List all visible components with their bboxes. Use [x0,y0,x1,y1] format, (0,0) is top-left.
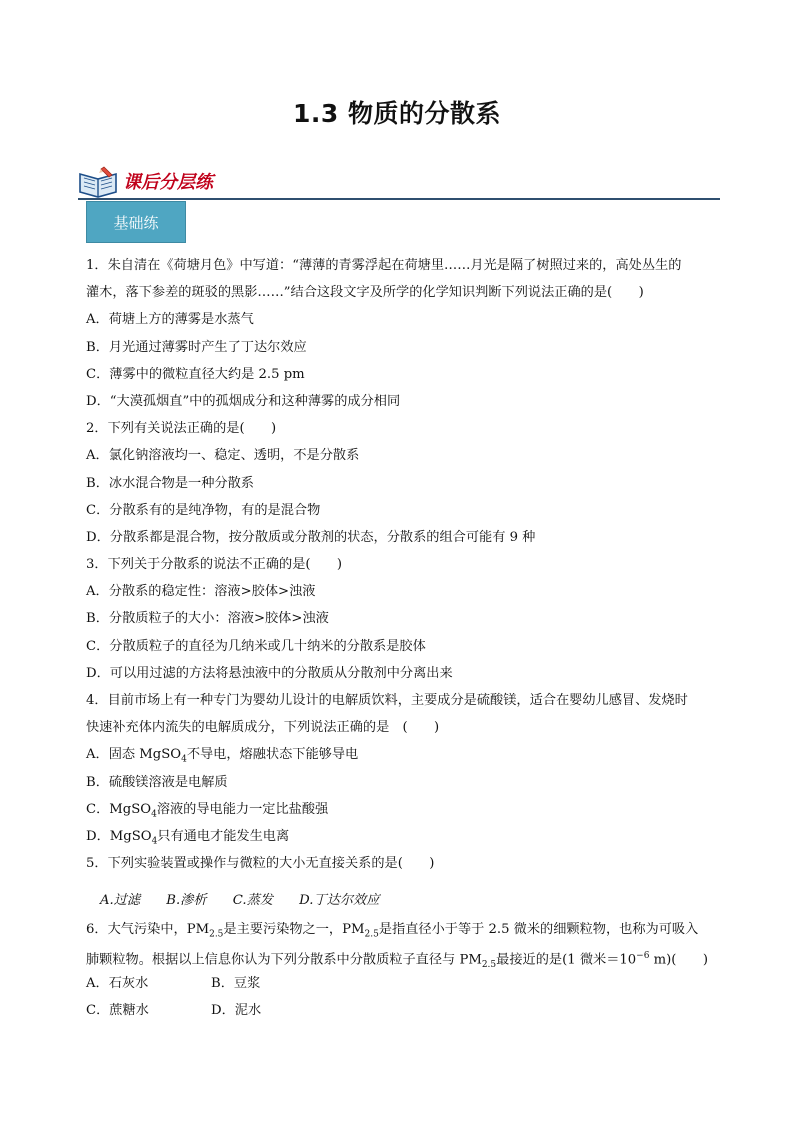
q3-option-a: A．分散系的稳定性：溶液>胶体>浊液 [86,584,316,600]
q6-text: 6．大气污染中，PM [86,921,210,937]
q4-option-c [86,796,722,823]
q6-options-row1 [86,970,722,997]
q4-c-subscript: 4 [151,809,157,820]
q1-option-c: C．薄雾中的微粒直径大约是 2.5 pm [86,366,305,382]
q4-a-text-tail: 不导电，熔融状态下能够导电 [186,747,359,763]
q6-text: 是指直径小于等于 2.5 微米的细颗粒物，也称为可吸入 [378,921,699,937]
q6-subscript: 2.5 [364,929,379,940]
q4-option-d [86,823,722,850]
q5-option-d: D.丁达尔效应 [299,893,380,909]
question-list [86,252,722,1024]
q4-a-subscript: 4 [181,755,187,766]
section-divider [78,198,720,200]
q4-stem-line1: 4．目前市场上有一种专门为婴幼儿设计的电解质饮料，主要成分是硫酸镁，适合在婴幼儿感冒、发烧时 [86,693,688,708]
q2-option-b: B．冰水混合物是一种分散系 [86,475,254,491]
book-icon [78,164,118,200]
q6-option-d: D．泥水 [211,1003,262,1019]
q1-stem-line2: 灌木，落下参差的斑驳的黑影……”结合这段文字及所学的化学知识判断下列说法正确的是( ) [86,285,644,301]
q4-d-text: D．MgSO [86,828,152,844]
q3-option-b: B．分散质粒子的大小：溶液>胶体>浊液 [86,611,329,627]
section-label: 课后分层练 [123,172,213,193]
q6-superscript: −6 [636,950,650,961]
q3-option-c: C．分散质粒子的直径为几纳米或几十纳米的分散系是胶体 [86,638,426,654]
q3-stem: 3．下列关于分散系的说法不正确的是( ) [86,557,343,573]
page-title: 1.3 物质的分散系 [293,99,501,128]
q6-option-b: B．豆浆 [211,975,261,991]
q2-option-a: A．氯化钠溶液均一、稳定、透明，不是分散系 [86,448,360,464]
q5-option-c: C.蒸发 [232,893,273,909]
q4-stem-line2: 快速补充体内流失的电解质成分，下列说法正确的是 ( ) [86,720,440,736]
q2-option-d: D．分散系都是混合物，按分散质或分散剂的状态，分散系的组合可能有 9 种 [86,529,536,545]
q4-d-text-tail: 只有通电才能发生电离 [157,828,290,844]
q6-stem-line2 [86,943,722,970]
q6-subscript: 2.5 [209,929,224,940]
q6-option-c: C．蔗糖水 [86,1003,149,1019]
q5-option-a: A.过滤 [100,893,141,909]
q6-text: 肺颗粒物。根据以上信息你认为下列分散系中分散质粒子直径与 PM [86,952,482,968]
q4-d-subscript: 4 [151,836,158,847]
q6-subscript: 2.5 [481,959,497,970]
q5-stem: 5．下列实验装置或操作与微粒的大小无直接关系的是( ) [86,856,435,872]
q1-option-a: A．荷塘上方的薄雾是水蒸气 [86,312,254,328]
q4-c-text: C．MgSO [86,801,152,817]
q2-stem: 2．下列有关说法正确的是( ) [86,421,277,437]
q5-option-b: B.渗析 [166,893,207,909]
q4-a-text: A．固态 MgSO [86,747,182,763]
section-header [78,160,720,202]
q1-option-d: D．“大漠孤烟直”中的孤烟成分和这种薄雾的成分相同 [86,393,401,409]
q5-options [86,887,722,914]
q4-option-a [86,741,722,768]
q6-text: m)( ) [649,952,708,968]
q6-option-a: A．石灰水 [86,975,149,991]
q6-stem-line1 [86,916,722,943]
q1-option-b: B．月光通过薄雾时产生了丁达尔效应 [86,339,307,355]
q6-text: 是主要污染物之一，PM [223,921,365,937]
q6-text: 最接近的是(1 微米＝10 [496,952,637,968]
q1-stem-line1: 1．朱自清在《荷塘月色》中写道：“薄薄的青雾浮起在荷塘里……月光是隔了树照过来的，高处丛生的 [86,258,682,273]
q4-option-b: B．硫酸镁溶液是电解质 [86,774,228,790]
q6-options-row2 [86,997,722,1024]
level-badge: 基础练 [86,201,186,243]
q4-c-text-tail: 溶液的导电能力一定比盐酸强 [156,801,329,817]
q3-option-d: D．可以用过滤的方法将悬浊液中的分散质从分散剂中分离出来 [86,665,453,681]
q2-option-c: C．分散系有的是纯净物，有的是混合物 [86,502,321,518]
